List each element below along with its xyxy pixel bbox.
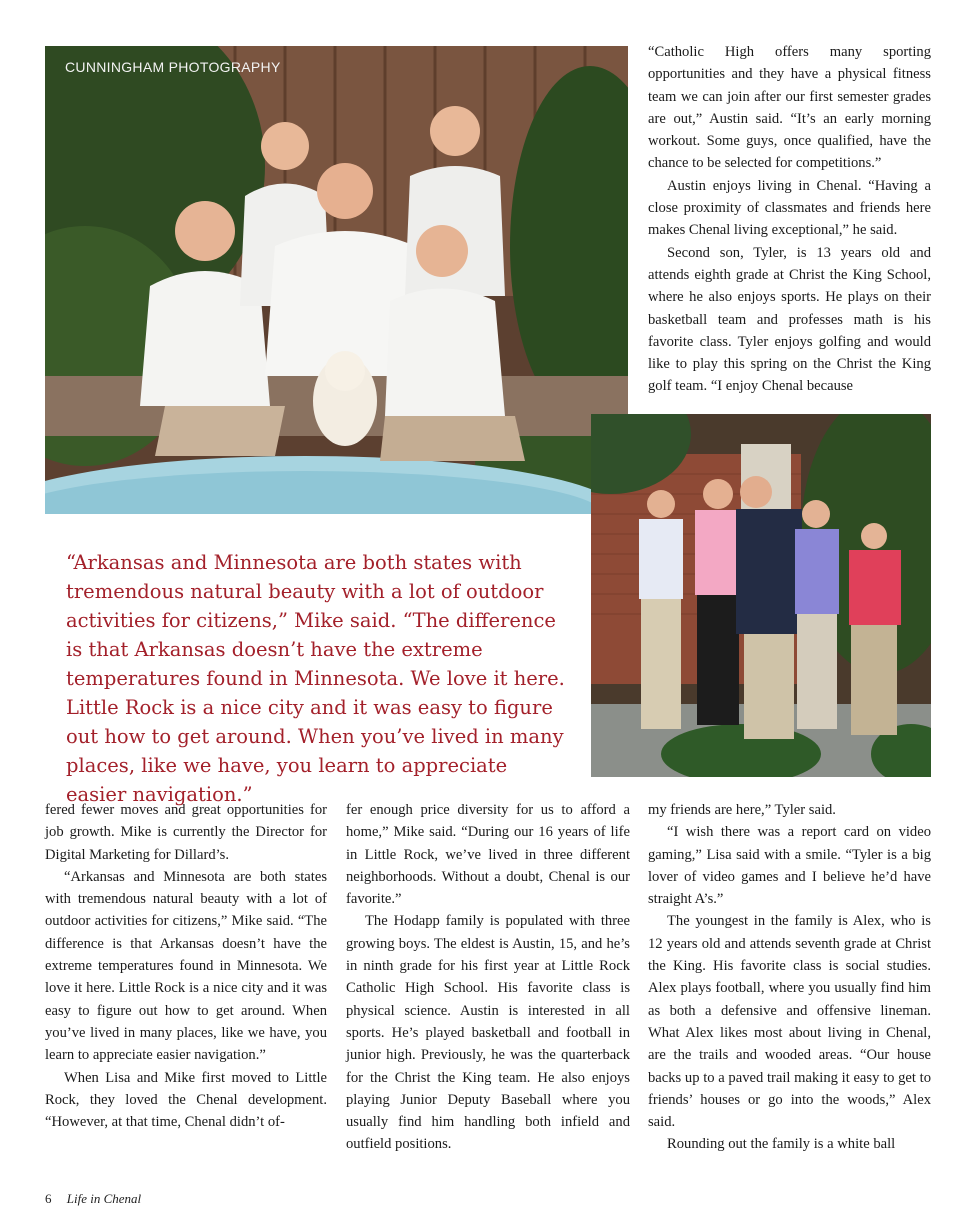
- paragraph: Second son, Tyler, is 13 years old and attends eighth grade at Christ the King School, where he also enjoys sports. He plays on their basketball team and professes math is his favorite class. Tyler enjoys golfing and would like to play this spring on the Christ the King golf team. “I enjoy Chenal because: [648, 244, 931, 395]
- paragraph: fer enough price diversity for us to afford a home,” Mike said. “During our 16 years of life in Little Rock, we’ve lived in three different neighborhoods. Without a doubt, Chenal is our favorite.”: [346, 802, 630, 908]
- family-photo-backyard: [45, 46, 628, 514]
- paragraph: “I wish there was a report card on video gaming,” Lisa said with a smile. “Tyler is a big lover of video games and I believe he’d have straight A’s.”: [648, 824, 931, 908]
- pull-quote: “Arkansas and Minnesota are both states with tremendous natural beauty with a lot of outdoor activities for citizens,” Mike said. “The difference is that Arkansas doesn’t have the extreme temperatures found in Minnesota. We love it here. Little Rock is a nice city and it was easy to figure out how to get around. When you’ve lived in many places, like we have, you learn to appreciate easier navigation.”: [66, 551, 565, 806]
- paragraph: “Arkansas and Minnesota are both states with tremendous natural beauty with a lot of outdoor activities for citizens,” Mike said. “The difference is that Arkansas doesn’t have the extreme temperatures found in Minnesota. We love it here. Little Rock is a nice city and it was easy to figure out how to get around. When you’ve lived in many places, like we have, you learn to appreciate easier navigation.”: [45, 868, 327, 1064]
- paragraph: my friends are here,” Tyler said.: [648, 802, 836, 818]
- paragraph: fered fewer moves and great opportunities for job growth. Mike is currently the Director for Digital Marketing for Dillard’s.: [45, 802, 327, 863]
- page-number: 6: [45, 1191, 52, 1206]
- photo-credit: CUNNINGHAM PHOTOGRAPHY: [65, 59, 281, 75]
- paragraph: When Lisa and Mike first moved to Little Rock, they loved the Chenal development. “However, at that time, Chenal didn’t of-: [45, 1069, 327, 1131]
- paragraph: The Hodapp family is populated with three growing boys. The eldest is Austin, 15, and he’s in ninth grade for his first year at Little Rock Catholic High School. His favorite class is physical science. Austin is interested in all sports. He’s played basketball and football in junior high. Previously, he was the quarterback for the Christ the King team. He also enjoys playing Junior Deputy Baseball where you usually find him handling both infield and outfield positions.: [346, 913, 630, 1153]
- family-photo-front-yard: [591, 414, 931, 777]
- paragraph: Austin enjoys living in Chenal. “Having a close proximity of classmates and friends here makes Chenal living exceptional,” he said.: [648, 177, 931, 239]
- article-column-3: [648, 799, 931, 1156]
- paragraph: “Catholic High offers many sporting opportunities and they have a physical fitness team we can join after our first semester grades are out,” Austin said. “It’s an early morning workout. Some guys, once qualified, have the chance to be selected for competitions.”: [648, 44, 931, 172]
- page-footer: [45, 1191, 141, 1207]
- paragraph: The youngest in the family is Alex, who is 12 years old and attends seventh grade at Christ the King. His favorite class is social studies. Alex plays football, where you usually find him as both a defensive and offensive lineman. What Alex likes most about living in Chenal, are the trails and wooded areas. “Our house backs up to a paved trail making it easy to get to friends’ houses or go into the woods,” Alex said.: [648, 913, 931, 1131]
- article-column-2: [346, 799, 630, 1156]
- article-column-1: [45, 799, 327, 1133]
- article-column-top-right: [648, 41, 931, 398]
- magazine-title: Life in Chenal: [66, 1191, 142, 1206]
- paragraph: Rounding out the family is a white ball: [667, 1136, 896, 1153]
